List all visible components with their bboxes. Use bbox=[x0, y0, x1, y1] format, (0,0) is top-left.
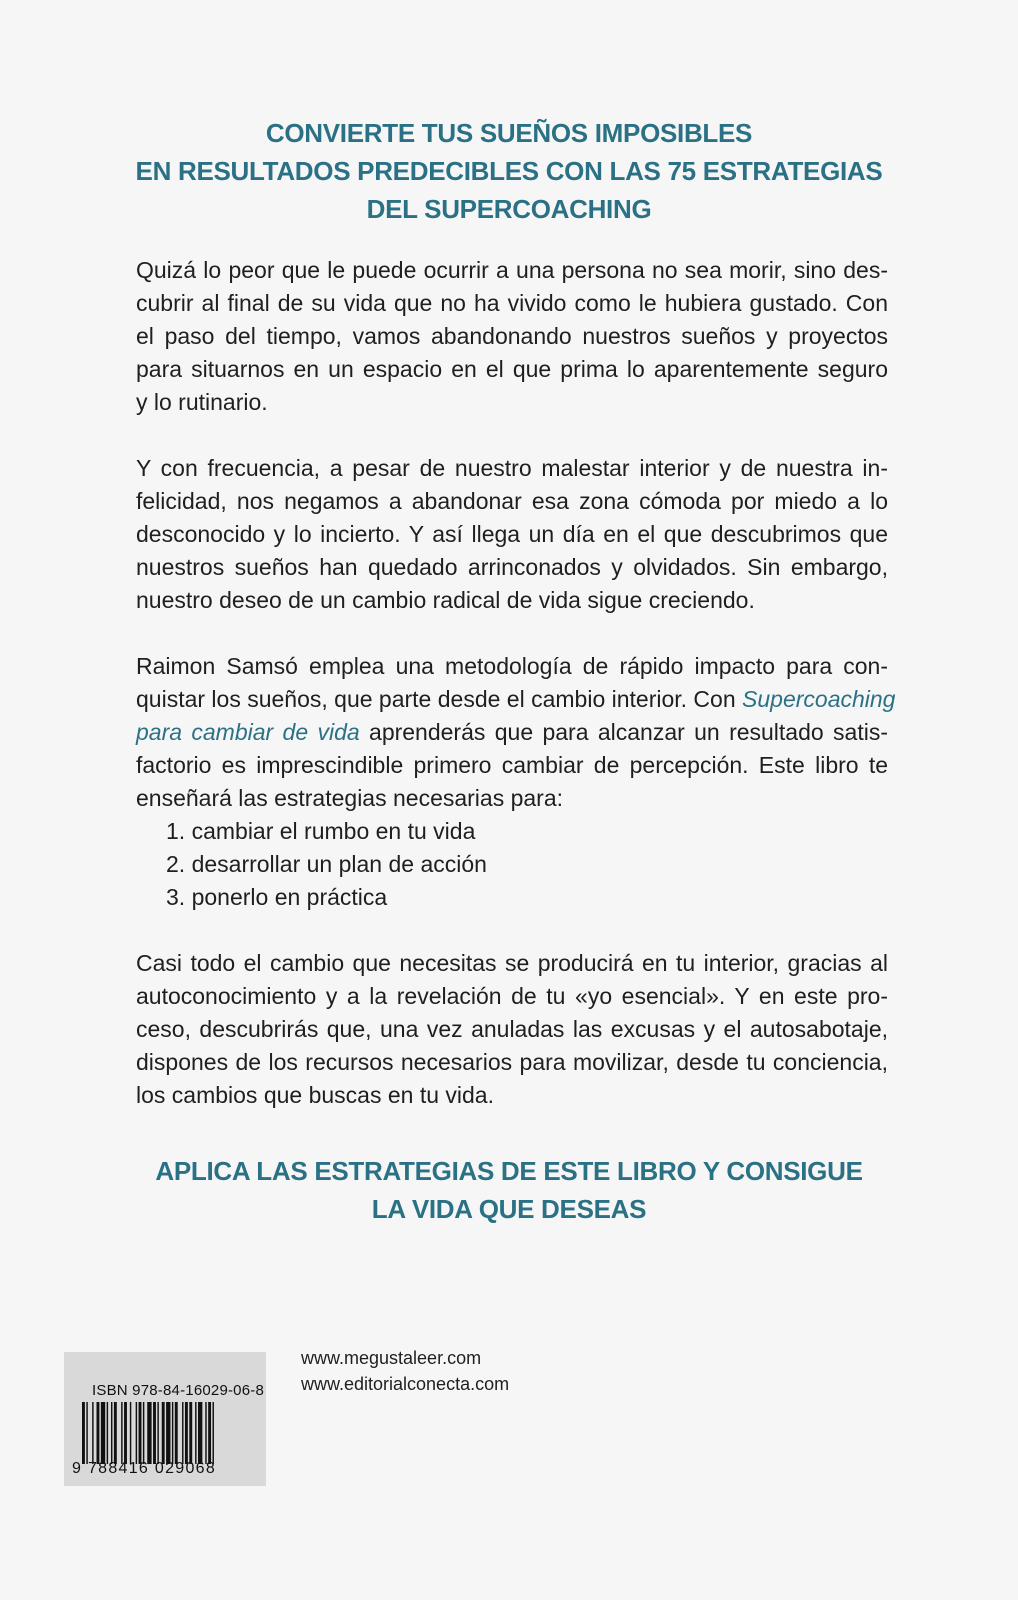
text-line bbox=[136, 683, 896, 716]
url-link[interactable]: www.editorialconecta.com bbox=[301, 1374, 510, 1394]
text-line: nuestros sueños han quedado arrinconados y olvidados. Sin embargo, bbox=[136, 554, 888, 580]
top-headline-line: CONVIERTE TUS SUEÑOS IMPOSIBLES bbox=[265, 118, 753, 148]
text-line: y lo rutinario. bbox=[136, 389, 268, 415]
text-line: cubrir al final de su vida que no ha vivido como le hubiera gustado. Con bbox=[136, 290, 888, 316]
text-line: el paso del tiempo, vamos abandonando nuestros sueños y proyectos bbox=[136, 323, 888, 349]
text-line bbox=[136, 716, 888, 749]
url-link[interactable]: www.megustaleer.com bbox=[301, 1348, 482, 1368]
text-line: autoconocimiento y a la revelación de tu «yo esencial». Y en este pro- bbox=[136, 983, 888, 1009]
strategy-list bbox=[136, 815, 888, 914]
body-text bbox=[136, 254, 896, 1145]
text-line: felicidad, nos negamos a abandonar esa zona cómoda por miedo a lo bbox=[136, 488, 888, 514]
publisher-urls bbox=[301, 1345, 509, 1397]
text-line: dispones de los recursos necesarios para movilizar, desde tu conciencia, bbox=[136, 1049, 888, 1075]
ean-digits: 9 788416 029068 bbox=[72, 1460, 217, 1477]
text-line: Casi todo el cambio que necesitas se producirá en tu interior, gracias al bbox=[136, 950, 888, 976]
text-line: factorio es imprescindible primero cambiar de percepción. Este libro te bbox=[136, 752, 888, 778]
text-fragment: aprenderás que para alcanzar un resultado satis- bbox=[359, 719, 888, 745]
top-headline-line: EN RESULTADOS PREDECIBLES CON LAS 75 ESTRATEGIAS bbox=[135, 156, 883, 186]
bottom-headline-line: APLICA LAS ESTRATEGIAS DE ESTE LIBRO Y CONSIGUE bbox=[155, 1156, 863, 1186]
list-item: 2. desarrollar un plan de acción bbox=[166, 851, 487, 877]
paragraph-4 bbox=[136, 947, 888, 1112]
text-line: para situarnos en un espacio en el que prima lo aparentemente seguro bbox=[136, 356, 888, 382]
text-line: nuestro deseo de un cambio radical de vida sigue creciendo. bbox=[136, 587, 755, 613]
book-title-italic: Supercoaching bbox=[742, 686, 896, 712]
bottom-headline bbox=[100, 1152, 918, 1228]
book-title-italic: para cambiar de vida bbox=[136, 719, 360, 745]
top-headline bbox=[100, 114, 918, 228]
text-line: los cambios que buscas en tu vida. bbox=[136, 1082, 494, 1108]
list-item: 1. cambiar el rumbo en tu vida bbox=[166, 818, 476, 844]
isbn-number: ISBN 978-84-16029-06-8 bbox=[92, 1382, 265, 1399]
barcode-box bbox=[64, 1352, 266, 1486]
list-item: 3. ponerlo en práctica bbox=[166, 884, 388, 910]
text-line: enseñará las estrategias necesarias para: bbox=[136, 785, 564, 811]
paragraph-3 bbox=[136, 650, 896, 815]
paragraph-1 bbox=[136, 254, 888, 419]
bottom-headline-line: LA VIDA QUE DESEAS bbox=[371, 1194, 647, 1224]
paragraph-2 bbox=[136, 452, 888, 617]
text-line: Raimon Samsó emplea una metodología de rápido impacto para con- bbox=[136, 653, 888, 679]
text-fragment: quistar los sueños, que parte desde el cambio interior. Con bbox=[136, 686, 743, 712]
top-headline-line: DEL SUPERCOACHING bbox=[366, 194, 652, 224]
text-line: desconocido y lo incierto. Y así llega un día en el que descubrimos que bbox=[136, 521, 888, 547]
text-line: Quizá lo peor que le puede ocurrir a una persona no sea morir, sino des- bbox=[136, 257, 888, 283]
text-line: ceso, descubrirás que, una vez anuladas las excusas y el autosabotaje, bbox=[136, 1016, 888, 1042]
text-line: Y con frecuencia, a pesar de nuestro malestar interior y de nuestra in- bbox=[136, 455, 888, 481]
barcode-icon bbox=[82, 1402, 252, 1464]
